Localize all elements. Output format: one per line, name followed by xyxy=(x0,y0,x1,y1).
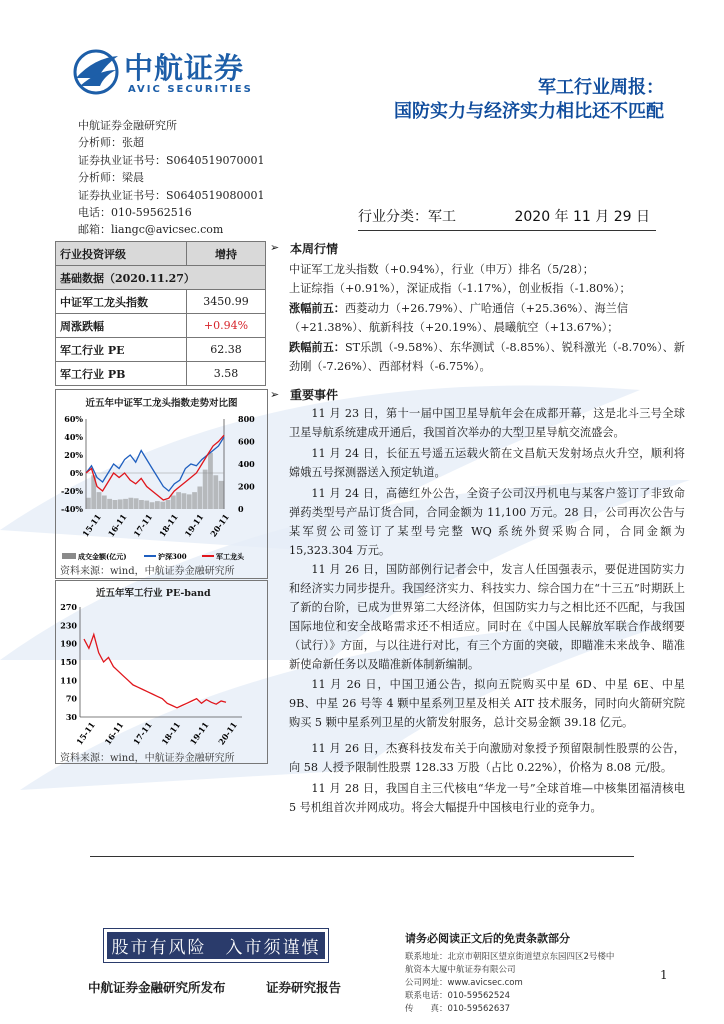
pe-line xyxy=(84,635,226,708)
volume-bar xyxy=(203,470,208,509)
event-paragraph: 11 月 26 日，杰赛科技发布关于向激励对象授予预留限制性股票的公告，向 58 人授予限制性股票 128.33 万股（占比 0.22%），价格为 8.08 元/股。 xyxy=(289,742,685,774)
volume-bar xyxy=(182,493,187,509)
publisher: 中航证券金融研究所发布 xyxy=(88,980,226,995)
header-rule xyxy=(358,230,656,231)
report-title-line2: 国防实力与经济实力相比还不匹配 xyxy=(394,101,664,122)
table-row xyxy=(56,338,266,362)
report-type: 证券研究报告 xyxy=(266,980,342,995)
metric-label: 周涨跌幅 xyxy=(56,314,187,338)
volume-bar xyxy=(192,492,197,509)
risk-banner xyxy=(103,928,329,963)
disclaimer-line: 联系地址：北京市朝阳区望京街道望京东园四区2号楼中 xyxy=(405,952,615,962)
report-title-line1: 军工行业周报： xyxy=(538,77,664,98)
volume-bar xyxy=(187,494,192,509)
volume-bar xyxy=(139,500,144,509)
event-paragraph: 11 月 23 日，第十一届中国卫星导航年会在成都开幕，这是北斗三号全球卫星导航系统建成开通后，我国首次举办的大型卫星导航交流盛会。 xyxy=(289,407,685,439)
risk-banner-text: 股市有风险 入市须谨慎 xyxy=(107,932,325,959)
x-tick-label: 17-11 xyxy=(130,719,154,747)
x-tick-label: 19-11 xyxy=(182,511,206,539)
metric-value: +0.94% xyxy=(187,314,266,338)
y-tick-label: 40% xyxy=(64,432,83,442)
chart-title: 近五年中证军工龙头指数走势对比图 xyxy=(85,398,238,409)
pe-band-plot xyxy=(56,599,267,761)
volume-bar xyxy=(166,500,171,509)
pe-band-chart xyxy=(55,580,268,764)
volume-bar xyxy=(134,498,139,509)
x-tick-label: 15-11 xyxy=(74,719,97,747)
bottom-text: ST乐凯（-9.58%）、东华测试（-8.85%）、锐科激光（-8.70%）、新劲刚（-7.26%）、西部材料（-6.75%）。 xyxy=(289,340,685,373)
rating-value: 增持 xyxy=(187,242,266,266)
chart-source: 资料来源：wind，中航证券金融研究所 xyxy=(60,753,235,764)
company-logo xyxy=(70,44,260,104)
y-tick-label: 190 xyxy=(60,638,77,649)
basic-data-label: 基础数据（2020.11.27） xyxy=(56,266,266,290)
table-row xyxy=(56,290,266,314)
disclaimer-line: 联系电话：010-59562524 xyxy=(405,991,511,1001)
table-row xyxy=(56,362,266,386)
event-paragraph: 11 月 26 日，中国卫通公告，拟向五院购买中星 6D、中星 6E、中星 9B、中星 26 号等 4 颗中星系列卫星及相关 AIT 技术服务，同时向火箭研究院购买 5 颗中星系列卫星的火箭发射服务，总计交易金额 39.18 亿元。 xyxy=(289,678,685,729)
avic-logo-icon xyxy=(70,48,122,96)
metric-label: 中证军工龙头指数 xyxy=(56,290,187,314)
y2-tick-label: 800 xyxy=(238,414,255,424)
volume-bar xyxy=(86,498,91,509)
event-paragraph: 11 月 26 日，国防部例行记者会中，发言人任国强表示，要促进国防实力和经济实力同步提升。我国经济实力、科技实力、综合国力在“十三五”时期跃上了新的台阶，已成为世界第二大经济体，但国防实力与之相比还不匹配，与我国国际地位和安全战略需求还不相适应。同时在《中国人民解放军联合作战纲要（试行）》方面，与以往进行对比，有三个方面的突破，即瞄准未来战争、瞄准新使命新任务以及瞄准新体制新编制。 xyxy=(289,563,685,671)
volume-bar xyxy=(128,498,133,509)
volume-bar xyxy=(160,502,165,509)
metric-label: 军工行业 PE xyxy=(56,338,187,362)
y2-tick-label: 0 xyxy=(238,504,244,514)
x-tick-label: 18-11 xyxy=(156,511,180,539)
bottom-label: 跌幅前五： xyxy=(289,339,345,354)
info-line: 分析师：张超 xyxy=(78,136,144,150)
info-line: 证券执业证书号：S0640519070001 xyxy=(78,153,265,167)
y-tick-label: 0% xyxy=(69,468,83,478)
industry-category: 行业分类：军工 xyxy=(358,209,456,225)
chart-source: 资料来源：wind，中航证券金融研究所 xyxy=(60,566,235,577)
report-date: 2020 年 11 月 29 日 xyxy=(514,209,650,225)
x-tick-label: 16-11 xyxy=(105,511,129,539)
chart-title: 近五年军工行业 PE-band xyxy=(96,588,211,599)
top-label: 涨幅前五： xyxy=(289,300,345,315)
y2-tick-label: 400 xyxy=(238,459,255,469)
y-tick-label: 30 xyxy=(65,712,77,722)
analyst-info xyxy=(78,117,265,239)
volume-bar xyxy=(213,475,218,509)
y-tick-label: 70 xyxy=(65,693,77,704)
legend-label: 军工龙头 xyxy=(216,552,244,561)
y2-tick-label: 600 xyxy=(238,436,255,447)
info-line: 电话：010-59562516 xyxy=(78,206,192,220)
x-tick-label: 20-11 xyxy=(208,511,231,539)
volume-bar xyxy=(118,499,123,509)
x-tick-label: 17-11 xyxy=(131,511,155,539)
rating-label: 行业投资评级 xyxy=(56,242,187,266)
x-tick-label: 18-11 xyxy=(159,719,183,747)
volume-bar xyxy=(97,492,102,509)
disclaimer-block xyxy=(405,951,614,1016)
volume-bar xyxy=(123,499,128,509)
volume-bar xyxy=(144,501,149,509)
x-tick-label: 19-11 xyxy=(187,719,211,747)
logo-text-en: AVIC SECURITIES xyxy=(128,84,253,95)
legend-label: 成交金额(亿元) xyxy=(78,552,127,561)
metric-value: 3450.99 xyxy=(187,290,266,314)
x-tick-label: 20-11 xyxy=(216,719,239,747)
volume-bar xyxy=(155,501,160,509)
top-gainers xyxy=(289,299,689,338)
y-tick-label: 60% xyxy=(64,414,83,424)
bullet-arrow-icon: ➢ xyxy=(270,241,280,254)
volume-bar xyxy=(102,496,107,510)
bullet-arrow-icon: ➢ xyxy=(270,388,280,401)
top-losers xyxy=(289,338,689,377)
disclaimer-title: 请务必阅读正文后的免责条款部分 xyxy=(405,932,570,945)
y-tick-label: -20% xyxy=(60,486,83,496)
metric-label: 军工行业 PB xyxy=(56,362,187,386)
y2-tick-label: 200 xyxy=(238,481,255,492)
disclaimer-line: 公司网址：www.avicsec.com xyxy=(405,978,523,988)
y-tick-label: 110 xyxy=(60,675,77,686)
market-block xyxy=(289,261,689,376)
event-paragraph: 11 月 24 日，高德红外公告，全资子公司汉丹机电与某客户签订了非致命弹药类型号产品订货合同，合同金额为 11,100 万元。28 日，公司再次公告与某军贸公司签订了某型号完整 WQ 系统外贸采购合同，合同金额为 15,323.304 万元。 xyxy=(289,487,685,557)
event-paragraph: 11 月 24 日，长征五号遥五运载火箭在文昌航天发射场点火升空，顺利将嫦娥五号探测器送入预定轨道。 xyxy=(289,447,685,479)
disclaimer-line: 航资本大厦中航证券有限公司 xyxy=(405,965,516,975)
volume-bar xyxy=(197,487,202,510)
market-line: 上证综指（+0.91%），深证成指（-1.17%），创业板指（-1.80%）； xyxy=(289,281,631,295)
event-paragraph: 11 月 28 日，我国自主三代核电“华龙一号”全球首堆—中核集团福清核电 5 号机组首次并网成功。将会大幅提升中国核电行业的竞争力。 xyxy=(289,782,685,814)
y-tick-label: -40% xyxy=(60,504,83,514)
footer-rule xyxy=(90,856,634,857)
index-trend-plot xyxy=(56,409,267,577)
top-text: 西菱动力（+26.79%）、广哈通信（+25.36%）、海兰信（+21.38%）、航新科技（+20.19%）、晨曦航空（+13.67%）； xyxy=(289,301,629,334)
market-line: 中证军工龙头指数（+0.94%），行业（申万）排名（5/28）； xyxy=(289,263,594,276)
volume-bar xyxy=(113,500,118,509)
info-line: 证券执业证书号：S0640519080001 xyxy=(78,188,265,202)
metric-value: 3.58 xyxy=(187,362,266,386)
volume-bar xyxy=(171,496,176,510)
y-tick-label: 20% xyxy=(64,450,83,460)
table-row xyxy=(56,314,266,338)
page-number: 1 xyxy=(660,968,668,982)
metric-value: 62.38 xyxy=(187,338,266,362)
volume-bar xyxy=(176,492,181,509)
rating-row xyxy=(56,242,266,266)
x-tick-label: 16-11 xyxy=(102,719,126,747)
volume-bar xyxy=(150,502,155,509)
info-line: 中航证券金融研究所 xyxy=(78,119,177,132)
metrics-table xyxy=(55,241,266,386)
info-line: 分析师：梁晨 xyxy=(78,171,144,185)
section-title-weekly: 本周行情 xyxy=(290,242,339,256)
y-tick-label: 270 xyxy=(60,602,77,612)
legend-swatch xyxy=(62,553,76,559)
legend-label: 沪深300 xyxy=(158,552,187,561)
category-date-line xyxy=(358,206,650,226)
volume-bar xyxy=(208,453,213,509)
volume-bar xyxy=(107,499,112,509)
logo-text-cn: 中航证券 xyxy=(124,51,245,85)
y-tick-label: 230 xyxy=(60,620,77,631)
basic-data-row xyxy=(56,266,266,290)
volume-bar xyxy=(219,481,224,509)
info-line: 邮箱：liangc@avicsec.com xyxy=(78,223,224,237)
disclaimer-line: 传 真：010-59562637 xyxy=(405,1004,511,1014)
section-title-events: 重要事件 xyxy=(290,388,339,402)
x-tick-label: 15-11 xyxy=(80,511,103,539)
index-trend-chart xyxy=(55,389,268,579)
y-tick-label: 150 xyxy=(60,657,77,667)
